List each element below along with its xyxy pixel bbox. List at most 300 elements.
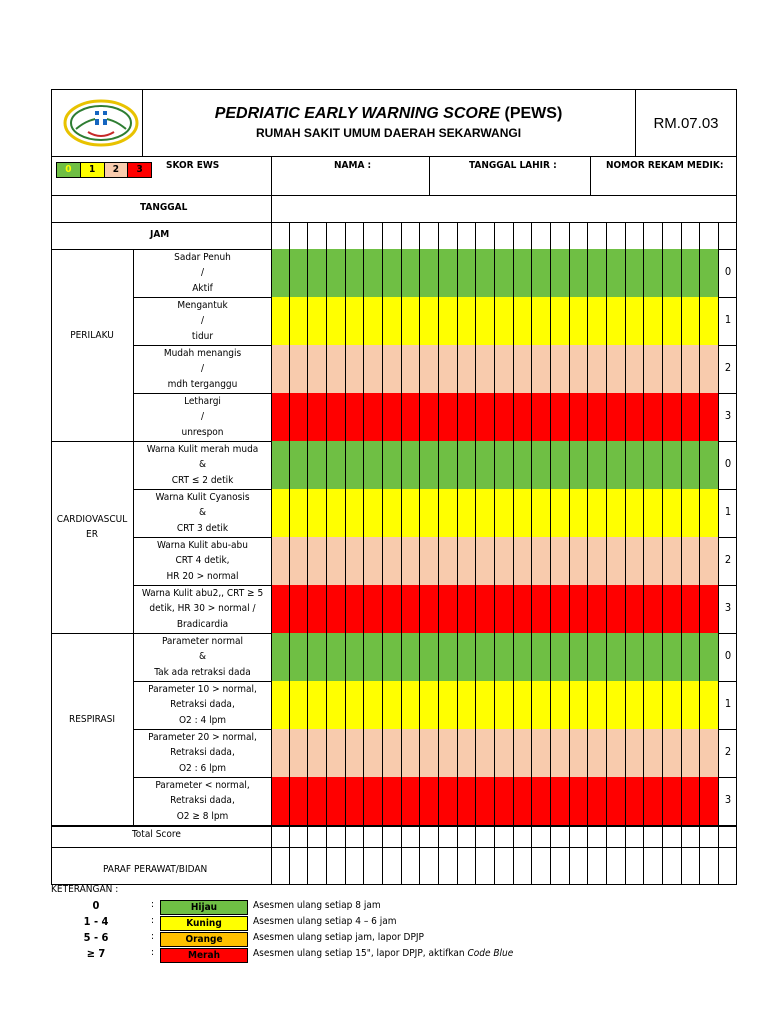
score-0-cell[interactable] [495,633,514,681]
score-2-cell[interactable] [308,537,327,585]
score-3-cell[interactable] [383,777,402,825]
total-score-cell[interactable] [327,826,346,847]
score-3-cell[interactable] [570,777,589,825]
score-3-cell[interactable] [588,585,607,633]
score-1-cell[interactable] [514,489,533,537]
jam-cell[interactable] [383,222,402,249]
score-3-cell[interactable] [327,777,346,825]
score-1-cell[interactable] [402,681,421,729]
total-score-cell[interactable] [532,826,551,847]
score-1-cell[interactable] [588,681,607,729]
score-3-cell[interactable] [476,777,495,825]
score-1-cell[interactable] [551,681,570,729]
paraf-cell[interactable] [644,847,663,885]
score-2-cell[interactable] [607,537,626,585]
jam-cell[interactable] [402,222,421,249]
score-2-cell[interactable] [346,345,365,393]
score-0-cell[interactable] [663,249,682,297]
score-1-cell[interactable] [476,297,495,345]
score-0-cell[interactable] [476,441,495,489]
score-0-cell[interactable] [402,633,421,681]
total-score-cell[interactable] [588,826,607,847]
jam-cell[interactable] [458,222,477,249]
score-3-cell[interactable] [682,585,701,633]
score-2-cell[interactable] [532,345,551,393]
score-1-cell[interactable] [663,681,682,729]
score-1-cell[interactable] [346,297,365,345]
score-1-cell[interactable] [290,489,309,537]
paraf-cell[interactable] [607,847,626,885]
score-1-cell[interactable] [458,297,477,345]
score-0-cell[interactable] [663,441,682,489]
score-3-cell[interactable] [458,777,477,825]
score-3-cell[interactable] [663,393,682,441]
score-0-cell[interactable] [290,249,309,297]
jam-cell[interactable] [626,222,645,249]
jam-cell[interactable] [346,222,365,249]
score-2-cell[interactable] [402,537,421,585]
score-3-cell[interactable] [458,393,477,441]
score-0-cell[interactable] [607,441,626,489]
score-2-cell[interactable] [663,729,682,777]
score-1-cell[interactable] [626,489,645,537]
score-0-cell[interactable] [476,249,495,297]
score-2-cell[interactable] [570,537,589,585]
score-1-cell[interactable] [700,297,719,345]
score-1-cell[interactable] [532,681,551,729]
score-2-cell[interactable] [626,345,645,393]
score-3-cell[interactable] [682,777,701,825]
score-0-cell[interactable] [364,441,383,489]
score-0-cell[interactable] [327,441,346,489]
total-score-cell[interactable] [495,826,514,847]
score-2-cell[interactable] [588,345,607,393]
score-2-cell[interactable] [327,345,346,393]
score-0-cell[interactable] [458,441,477,489]
score-3-cell[interactable] [308,585,327,633]
score-1-cell[interactable] [682,681,701,729]
score-2-cell[interactable] [439,537,458,585]
score-2-cell[interactable] [420,345,439,393]
total-score-cell[interactable] [271,826,290,847]
score-1-cell[interactable] [402,489,421,537]
score-1-cell[interactable] [495,681,514,729]
score-0-cell[interactable] [271,633,290,681]
score-3-cell[interactable] [327,393,346,441]
score-1-cell[interactable] [570,681,589,729]
score-0-cell[interactable] [495,441,514,489]
score-2-cell[interactable] [626,537,645,585]
score-2-cell[interactable] [682,729,701,777]
score-1-cell[interactable] [663,297,682,345]
total-score-cell[interactable] [439,826,458,847]
score-0-cell[interactable] [607,633,626,681]
score-2-cell[interactable] [420,729,439,777]
score-0-cell[interactable] [290,633,309,681]
score-2-cell[interactable] [700,345,719,393]
score-3-cell[interactable] [346,777,365,825]
score-0-cell[interactable] [458,249,477,297]
total-score-cell[interactable] [458,826,477,847]
score-0-cell[interactable] [682,633,701,681]
score-2-cell[interactable] [476,729,495,777]
jam-cell[interactable] [364,222,383,249]
score-1-cell[interactable] [308,489,327,537]
score-1-cell[interactable] [308,297,327,345]
score-1-cell[interactable] [476,681,495,729]
score-1-cell[interactable] [420,297,439,345]
score-2-cell[interactable] [495,729,514,777]
total-score-cell[interactable] [682,826,701,847]
score-3-cell[interactable] [271,585,290,633]
paraf-cell[interactable] [570,847,589,885]
score-3-cell[interactable] [439,777,458,825]
total-score-cell[interactable] [700,826,719,847]
score-3-cell[interactable] [514,585,533,633]
score-2-cell[interactable] [439,345,458,393]
score-1-cell[interactable] [271,681,290,729]
score-1-cell[interactable] [644,297,663,345]
score-1-cell[interactable] [626,297,645,345]
score-2-cell[interactable] [420,537,439,585]
score-0-cell[interactable] [514,441,533,489]
score-2-cell[interactable] [458,537,477,585]
score-0-cell[interactable] [644,441,663,489]
paraf-cell[interactable] [532,847,551,885]
jam-cell[interactable] [420,222,439,249]
score-2-cell[interactable] [626,729,645,777]
score-2-cell[interactable] [682,537,701,585]
score-1-cell[interactable] [439,681,458,729]
score-2-cell[interactable] [271,729,290,777]
score-2-cell[interactable] [402,729,421,777]
score-2-cell[interactable] [570,729,589,777]
score-2-cell[interactable] [308,345,327,393]
score-0-cell[interactable] [700,249,719,297]
score-0-cell[interactable] [420,441,439,489]
score-2-cell[interactable] [644,537,663,585]
score-3-cell[interactable] [458,585,477,633]
score-0-cell[interactable] [271,249,290,297]
score-2-cell[interactable] [271,345,290,393]
score-0-cell[interactable] [570,249,589,297]
score-2-cell[interactable] [700,729,719,777]
total-score-cell[interactable] [607,826,626,847]
score-2-cell[interactable] [290,537,309,585]
jam-cell[interactable] [495,222,514,249]
score-1-cell[interactable] [551,489,570,537]
paraf-cell[interactable] [682,847,701,885]
score-3-cell[interactable] [439,585,458,633]
jam-cell[interactable] [439,222,458,249]
score-3-cell[interactable] [290,393,309,441]
score-3-cell[interactable] [346,393,365,441]
jam-cell[interactable] [570,222,589,249]
score-0-cell[interactable] [551,249,570,297]
total-score-cell[interactable] [570,826,589,847]
paraf-cell[interactable] [364,847,383,885]
paraf-cell[interactable] [308,847,327,885]
score-1-cell[interactable] [439,489,458,537]
score-0-cell[interactable] [588,633,607,681]
score-3-cell[interactable] [495,585,514,633]
score-0-cell[interactable] [644,633,663,681]
score-3-cell[interactable] [420,393,439,441]
score-0-cell[interactable] [570,441,589,489]
score-3-cell[interactable] [551,393,570,441]
score-3-cell[interactable] [308,777,327,825]
score-0-cell[interactable] [420,633,439,681]
score-1-cell[interactable] [290,681,309,729]
score-0-cell[interactable] [308,249,327,297]
score-3-cell[interactable] [439,393,458,441]
score-1-cell[interactable] [532,489,551,537]
score-1-cell[interactable] [570,489,589,537]
score-3-cell[interactable] [644,585,663,633]
score-1-cell[interactable] [383,297,402,345]
score-3-cell[interactable] [364,393,383,441]
score-0-cell[interactable] [588,441,607,489]
score-0-cell[interactable] [588,249,607,297]
paraf-cell[interactable] [439,847,458,885]
score-0-cell[interactable] [271,441,290,489]
score-2-cell[interactable] [439,729,458,777]
score-0-cell[interactable] [420,249,439,297]
score-3-cell[interactable] [364,777,383,825]
score-1-cell[interactable] [308,681,327,729]
score-0-cell[interactable] [700,441,719,489]
jam-cell[interactable] [290,222,309,249]
score-1-cell[interactable] [700,489,719,537]
paraf-cell[interactable] [271,847,290,885]
score-1-cell[interactable] [271,489,290,537]
jam-cell[interactable] [607,222,626,249]
score-2-cell[interactable] [476,345,495,393]
score-1-cell[interactable] [346,681,365,729]
score-1-cell[interactable] [607,489,626,537]
paraf-cell[interactable] [346,847,365,885]
score-0-cell[interactable] [327,633,346,681]
score-3-cell[interactable] [644,777,663,825]
score-1-cell[interactable] [514,297,533,345]
score-1-cell[interactable] [383,489,402,537]
total-score-cell[interactable] [514,826,533,847]
total-score-cell[interactable] [402,826,421,847]
score-2-cell[interactable] [327,537,346,585]
score-2-cell[interactable] [532,537,551,585]
score-2-cell[interactable] [700,537,719,585]
score-0-cell[interactable] [626,249,645,297]
score-0-cell[interactable] [700,633,719,681]
score-3-cell[interactable] [346,585,365,633]
score-1-cell[interactable] [700,681,719,729]
score-3-cell[interactable] [383,393,402,441]
score-0-cell[interactable] [514,249,533,297]
score-0-cell[interactable] [551,441,570,489]
jam-cell[interactable] [514,222,533,249]
score-2-cell[interactable] [570,345,589,393]
score-3-cell[interactable] [682,393,701,441]
score-2-cell[interactable] [607,729,626,777]
paraf-cell[interactable] [663,847,682,885]
score-1-cell[interactable] [439,297,458,345]
score-0-cell[interactable] [383,441,402,489]
score-2-cell[interactable] [551,729,570,777]
score-3-cell[interactable] [626,585,645,633]
score-3-cell[interactable] [644,393,663,441]
score-0-cell[interactable] [346,441,365,489]
score-1-cell[interactable] [551,297,570,345]
score-3-cell[interactable] [532,585,551,633]
score-1-cell[interactable] [327,489,346,537]
score-1-cell[interactable] [290,297,309,345]
score-2-cell[interactable] [458,729,477,777]
score-3-cell[interactable] [420,585,439,633]
score-1-cell[interactable] [327,681,346,729]
score-3-cell[interactable] [700,777,719,825]
score-3-cell[interactable] [271,777,290,825]
score-2-cell[interactable] [514,729,533,777]
score-0-cell[interactable] [532,249,551,297]
score-0-cell[interactable] [383,633,402,681]
jam-cell[interactable] [551,222,570,249]
score-2-cell[interactable] [290,729,309,777]
score-2-cell[interactable] [364,729,383,777]
score-0-cell[interactable] [346,249,365,297]
score-0-cell[interactable] [439,633,458,681]
score-2-cell[interactable] [514,537,533,585]
score-0-cell[interactable] [458,633,477,681]
score-0-cell[interactable] [346,633,365,681]
score-2-cell[interactable] [383,729,402,777]
score-3-cell[interactable] [551,777,570,825]
score-2-cell[interactable] [532,729,551,777]
paraf-cell[interactable] [626,847,645,885]
score-2-cell[interactable] [663,537,682,585]
score-3-cell[interactable] [383,585,402,633]
paraf-cell[interactable] [327,847,346,885]
score-1-cell[interactable] [402,297,421,345]
jam-cell[interactable] [308,222,327,249]
score-1-cell[interactable] [458,489,477,537]
score-2-cell[interactable] [644,729,663,777]
score-2-cell[interactable] [644,345,663,393]
score-1-cell[interactable] [458,681,477,729]
score-2-cell[interactable] [514,345,533,393]
total-score-cell[interactable] [290,826,309,847]
score-0-cell[interactable] [570,633,589,681]
score-2-cell[interactable] [458,345,477,393]
score-1-cell[interactable] [476,489,495,537]
total-score-cell[interactable] [626,826,645,847]
score-2-cell[interactable] [402,345,421,393]
score-0-cell[interactable] [682,249,701,297]
score-2-cell[interactable] [346,729,365,777]
paraf-cell[interactable] [476,847,495,885]
score-1-cell[interactable] [644,489,663,537]
score-0-cell[interactable] [327,249,346,297]
score-2-cell[interactable] [290,345,309,393]
score-1-cell[interactable] [327,297,346,345]
score-1-cell[interactable] [420,681,439,729]
score-0-cell[interactable] [551,633,570,681]
score-3-cell[interactable] [607,393,626,441]
paraf-cell[interactable] [458,847,477,885]
score-0-cell[interactable] [308,633,327,681]
score-2-cell[interactable] [271,537,290,585]
score-1-cell[interactable] [607,681,626,729]
score-1-cell[interactable] [383,681,402,729]
total-score-cell[interactable] [551,826,570,847]
score-1-cell[interactable] [570,297,589,345]
score-3-cell[interactable] [514,393,533,441]
score-3-cell[interactable] [402,777,421,825]
score-0-cell[interactable] [644,249,663,297]
paraf-cell[interactable] [495,847,514,885]
score-2-cell[interactable] [346,537,365,585]
paraf-cell[interactable] [383,847,402,885]
score-3-cell[interactable] [364,585,383,633]
score-1-cell[interactable] [495,489,514,537]
paraf-cell[interactable] [402,847,421,885]
score-3-cell[interactable] [626,777,645,825]
score-2-cell[interactable] [495,345,514,393]
score-3-cell[interactable] [402,585,421,633]
score-3-cell[interactable] [570,585,589,633]
score-2-cell[interactable] [364,537,383,585]
score-0-cell[interactable] [364,249,383,297]
score-3-cell[interactable] [271,393,290,441]
score-2-cell[interactable] [364,345,383,393]
score-1-cell[interactable] [682,297,701,345]
score-2-cell[interactable] [476,537,495,585]
score-3-cell[interactable] [588,777,607,825]
jam-cell[interactable] [682,222,701,249]
score-2-cell[interactable] [308,729,327,777]
score-3-cell[interactable] [290,585,309,633]
score-3-cell[interactable] [607,777,626,825]
total-score-cell[interactable] [644,826,663,847]
score-1-cell[interactable] [364,681,383,729]
jam-cell[interactable] [327,222,346,249]
paraf-cell[interactable] [514,847,533,885]
score-0-cell[interactable] [532,441,551,489]
score-3-cell[interactable] [532,393,551,441]
jam-cell[interactable] [532,222,551,249]
jam-cell[interactable] [663,222,682,249]
total-score-cell[interactable] [364,826,383,847]
score-0-cell[interactable] [402,441,421,489]
score-1-cell[interactable] [588,297,607,345]
score-1-cell[interactable] [364,297,383,345]
total-score-cell[interactable] [346,826,365,847]
score-3-cell[interactable] [700,393,719,441]
score-1-cell[interactable] [532,297,551,345]
paraf-cell[interactable] [588,847,607,885]
score-3-cell[interactable] [551,585,570,633]
score-1-cell[interactable] [626,681,645,729]
score-0-cell[interactable] [439,441,458,489]
paraf-cell[interactable] [420,847,439,885]
score-3-cell[interactable] [402,393,421,441]
score-0-cell[interactable] [663,633,682,681]
score-2-cell[interactable] [383,537,402,585]
score-2-cell[interactable] [551,345,570,393]
score-3-cell[interactable] [700,585,719,633]
jam-cell[interactable] [271,222,290,249]
score-3-cell[interactable] [495,777,514,825]
score-0-cell[interactable] [439,249,458,297]
